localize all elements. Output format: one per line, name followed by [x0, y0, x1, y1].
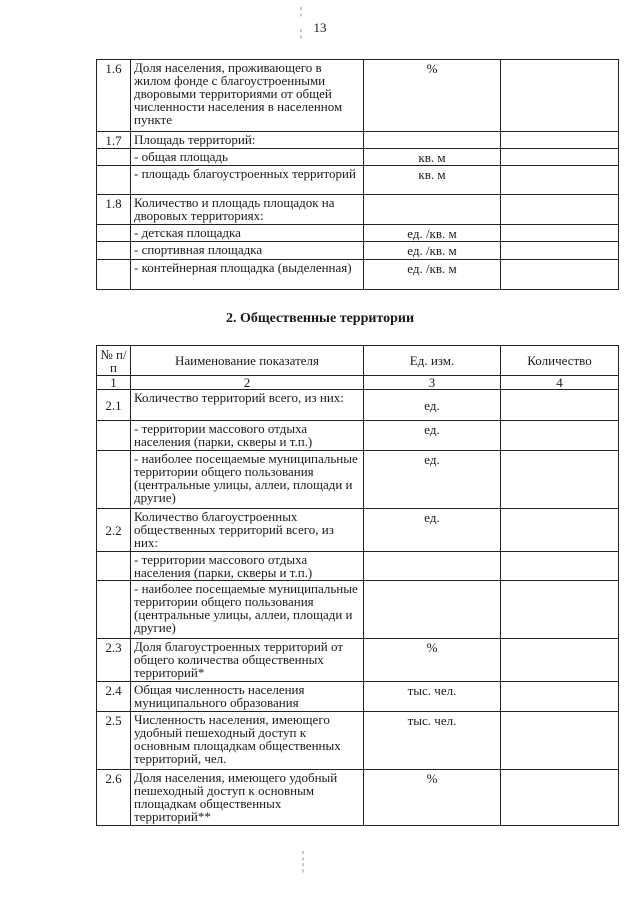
- indicator-name: - наиболее посещаемые муниципальные территории общего пользования (центральные улицы, аллеи, площади и другие): [131, 581, 364, 639]
- row-number: [97, 421, 131, 451]
- margin-mark-bottom-2: ¦: [302, 862, 305, 873]
- table-row: [97, 451, 619, 509]
- unit-cell: [364, 581, 501, 639]
- table-row: [97, 552, 619, 581]
- quantity-cell: [501, 421, 619, 451]
- indicator-name: - детская площадка: [131, 225, 364, 242]
- indicator-name: - наиболее посещаемые муниципальные территории общего пользования (центральные улицы, аллеи, площади и другие): [131, 451, 364, 509]
- unit-cell: [364, 132, 501, 149]
- section-title: 2. Общественные территории: [225, 311, 415, 326]
- indicator-name: Площадь территорий:: [131, 132, 364, 149]
- quantity-cell: [501, 682, 619, 712]
- row-number: [97, 451, 131, 509]
- row-number: [97, 242, 131, 260]
- column-number: 3: [364, 376, 501, 390]
- row-number: 2.1: [97, 390, 131, 421]
- header-unit: Ед. изм.: [364, 346, 501, 376]
- quantity-cell: [501, 639, 619, 682]
- quantity-cell: [501, 132, 619, 149]
- unit-cell: ед.: [364, 509, 501, 552]
- unit-cell: тыс. чел.: [364, 712, 501, 770]
- quantity-cell: [501, 260, 619, 290]
- indicator-name: - территории массового отдыха населения (парки, скверы и т.п.): [131, 552, 364, 581]
- table-row: [97, 260, 619, 290]
- row-number: [97, 581, 131, 639]
- table-row: [97, 581, 619, 639]
- quantity-cell: [501, 242, 619, 260]
- unit-cell: [364, 195, 501, 225]
- indicator-name: Доля населения, имеющего удобный пешеходный доступ к основным площадкам общественных территорий**: [131, 770, 364, 826]
- unit-cell: ед.: [364, 451, 501, 509]
- table-row: [97, 166, 619, 195]
- unit-cell: ед.: [364, 421, 501, 451]
- row-number: [97, 225, 131, 242]
- quantity-cell: [501, 166, 619, 195]
- row-number: 2.2: [97, 509, 131, 552]
- table-row: [97, 639, 619, 682]
- row-number: 2.3: [97, 639, 131, 682]
- row-number: [97, 166, 131, 195]
- header-name: Наименование показателя: [131, 346, 364, 376]
- indicators-table-public: [96, 345, 619, 826]
- margin-mark-top-2: ¦: [300, 28, 303, 39]
- indicator-name: Доля населения, проживающего в жилом фонде с благоустроенными дворовыми территориями от общей численности населения в населенном пункте: [131, 60, 364, 132]
- table-row: [97, 682, 619, 712]
- quantity-cell: [501, 60, 619, 132]
- row-number: 1.7: [97, 132, 131, 149]
- header-num: № п/п: [97, 346, 131, 376]
- quantity-cell: [501, 509, 619, 552]
- table-row: [97, 421, 619, 451]
- column-number-row: [97, 376, 619, 390]
- indicator-name: Количество благоустроенных общественных территорий всего, из них:: [131, 509, 364, 552]
- indicator-name: Количество и площадь площадок на дворовых территориях:: [131, 195, 364, 225]
- row-number: 2.5: [97, 712, 131, 770]
- indicator-name: - контейнерная площадка (выделенная): [131, 260, 364, 290]
- unit-cell: кв. м: [364, 149, 501, 166]
- indicator-name: Численность населения, имеющего удобный пешеходный доступ к основным площадкам общественных территорий, чел.: [131, 712, 364, 770]
- quantity-cell: [501, 390, 619, 421]
- indicator-name: Доля благоустроенных территорий от общего количества общественных территорий*: [131, 639, 364, 682]
- quantity-cell: [501, 712, 619, 770]
- column-number: 4: [501, 376, 619, 390]
- quantity-cell: [501, 581, 619, 639]
- header-qty: Количество: [501, 346, 619, 376]
- quantity-cell: [501, 195, 619, 225]
- row-number: 2.6: [97, 770, 131, 826]
- unit-cell: ед. /кв. м: [364, 260, 501, 290]
- unit-cell: %: [364, 60, 501, 132]
- indicator-name: - территории массового отдыха населения (парки, скверы и т.п.): [131, 421, 364, 451]
- table-row: [97, 390, 619, 421]
- table-row: [97, 60, 619, 132]
- margin-mark-bottom: ¦: [302, 850, 305, 861]
- column-number: 1: [97, 376, 131, 390]
- unit-cell: [364, 552, 501, 581]
- quantity-cell: [501, 552, 619, 581]
- page-number: 13: [313, 20, 327, 35]
- indicator-name: - общая площадь: [131, 149, 364, 166]
- indicator-name: Общая численность населения муниципального образования: [131, 682, 364, 712]
- row-number: 1.8: [97, 195, 131, 225]
- unit-cell: ед.: [364, 390, 501, 421]
- unit-cell: кв. м: [364, 166, 501, 195]
- indicator-name: - спортивная площадка: [131, 242, 364, 260]
- table-row: [97, 132, 619, 149]
- quantity-cell: [501, 149, 619, 166]
- table-row: [97, 195, 619, 225]
- header-row: [97, 346, 619, 376]
- indicator-name: - площадь благоустроенных территорий: [131, 166, 364, 195]
- row-number: 1.6: [97, 60, 131, 132]
- quantity-cell: [501, 225, 619, 242]
- table-row: [97, 712, 619, 770]
- unit-cell: %: [364, 770, 501, 826]
- table-row: [97, 149, 619, 166]
- margin-mark-top: ¦: [300, 6, 303, 17]
- table-row: [97, 225, 619, 242]
- quantity-cell: [501, 451, 619, 509]
- table-row: [97, 770, 619, 826]
- row-number: 2.4: [97, 682, 131, 712]
- indicator-name: Количество территорий всего, из них:: [131, 390, 364, 421]
- unit-cell: ед. /кв. м: [364, 242, 501, 260]
- table-row: [97, 242, 619, 260]
- table-row: [97, 509, 619, 552]
- quantity-cell: [501, 770, 619, 826]
- indicators-table-yards: [96, 59, 619, 290]
- row-number: [97, 552, 131, 581]
- row-number: [97, 260, 131, 290]
- column-number: 2: [131, 376, 364, 390]
- unit-cell: ед. /кв. м: [364, 225, 501, 242]
- unit-cell: %: [364, 639, 501, 682]
- row-number: [97, 149, 131, 166]
- unit-cell: тыс. чел.: [364, 682, 501, 712]
